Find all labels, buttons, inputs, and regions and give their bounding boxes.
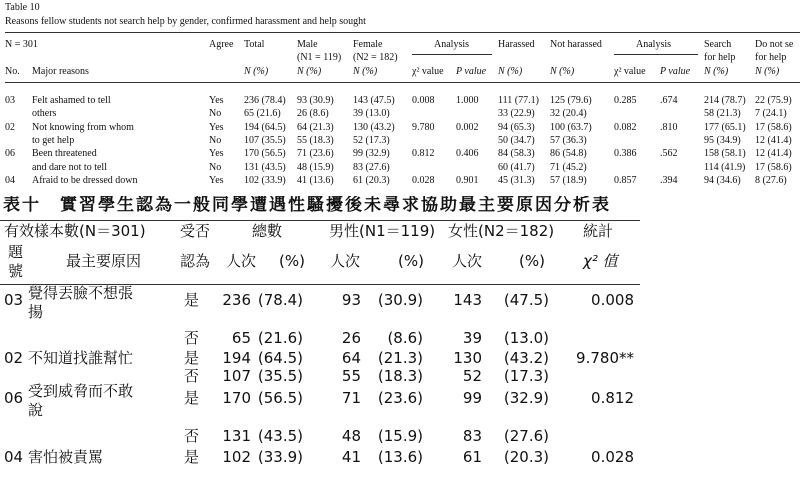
rule-header [5,82,800,83]
cell-nothar: 125 (79.6) [550,95,592,106]
zh-cell-mn: 48 [341,427,361,445]
zh-cell-fpct: (43.2) [503,349,549,367]
cell-har: 45 (31.3) [498,174,535,186]
zh-header-stat1: 統計 [583,222,614,240]
cell-dont: 22 (75.9) [755,95,792,106]
zh-cell-fpct: (47.5) [503,291,549,309]
header-female-n: (N2 = 182) [353,52,398,63]
zh-cell-chi: 0.028 [591,448,634,466]
cell-male: 26 (8.6) [297,108,329,120]
zh-cell-n: 236 [222,291,251,309]
zh-cell-pct: (43.5) [257,427,303,445]
cell-p: 0.002 [456,121,479,133]
header-female-npct: N (%) [353,66,378,77]
zh-header-female: 女性(N2＝182) [448,222,555,240]
cell-agree: Yes [209,121,224,133]
cell-har: 94 (65.3) [498,121,535,133]
zh-cell-fn: 130 [453,349,482,367]
cell-female: 83 (27.6) [353,161,390,173]
zh-cell-mpct: (13.6) [377,448,423,466]
zh-cell-chi: 9.780** [576,349,634,367]
zh-cell-agree: 是 [184,448,200,466]
zh-cell-mn: 41 [341,448,361,466]
cell-total: 65 (21.6) [244,108,281,120]
zh-cell-mn: 71 [341,389,361,407]
zh-cell-no: 06 [4,389,24,407]
zh-cell-reason: 受到威脅而不敢 [28,382,134,400]
cell-female: 99 (32.9) [353,148,390,160]
zh-header-pct-female: (%) [519,252,545,270]
zh-cell-n: 107 [222,367,251,385]
header-do-not: Do not se [755,39,794,50]
cell-male: 71 (23.6) [297,148,334,160]
zh-cell-chi: 0.812 [591,389,634,407]
cell-no: 03 [5,95,15,106]
zh-cell-pct: (56.5) [257,389,303,407]
table-caption: Reasons fellow students not search help by gender, confirmed harassment and help sought [5,16,366,27]
header-total: Total [244,39,265,50]
cell-agree: No [209,108,222,120]
zh-header-pct-male: (%) [398,252,424,270]
zh-cell-agree: 是 [184,389,200,407]
header-chi-2: χ² value [614,66,646,77]
zh-cell-mpct: (15.9) [377,427,423,445]
zh-cell-reason: 不知道找誰幫忙 [28,349,134,367]
header-n: N = 301 [5,39,38,50]
cell-reason: to get help [32,134,75,146]
zh-cell-fn: 61 [462,448,482,466]
zh-header-count-male: 人次 [330,252,361,270]
cell-har: 111 (77.1) [498,95,539,106]
cell-har: 33 (22.9) [498,108,535,120]
cell-agree: Yes [209,174,224,186]
cell-search: 177 (65.1) [704,121,746,133]
rule-top-zh [0,220,640,221]
zh-header-reason: 最主要原因 [66,252,142,270]
cell-reason: and dare not to tell [32,161,107,173]
cell-no: 02 [5,121,15,133]
zh-cell-n: 102 [222,448,251,466]
cell-reason: Not knowing from whom [32,121,134,133]
zh-cell-fn: 83 [462,427,482,445]
analysis-rule [412,54,492,55]
cell-search: 94 (34.6) [704,174,741,186]
header-no: No. [5,66,20,77]
cell-reason: others [32,108,57,120]
zh-cell-pct: (78.4) [257,291,303,309]
cell-total: 131 (43.5) [244,161,286,173]
header-not-harassed: Not harassed [550,39,602,50]
zh-header-agree1: 受否 [180,222,211,240]
cell-chi: 0.008 [412,95,435,106]
zh-cell-agree: 否 [184,329,200,347]
cell-p2: .562 [660,148,678,160]
header-major: Major reasons [32,66,89,77]
cell-reason: Been threatened [32,148,97,160]
zh-cell-fpct: (20.3) [503,448,549,466]
cell-male: 55 (18.3) [297,134,334,146]
cell-search: 114 (41.9) [704,161,746,173]
zh-cell-mpct: (23.6) [377,389,423,407]
header-agree: Agree [209,39,234,50]
header-analysis: Analysis [434,39,469,50]
cell-nothar: 57 (36.3) [550,134,587,146]
cell-female: 143 (47.5) [353,95,395,106]
zh-cell-pct: (35.5) [257,367,303,385]
header-male-n: (N1 = 119) [297,52,342,63]
zh-cell-n: 170 [222,389,251,407]
header-dont-npct: N (%) [755,66,780,77]
zh-cell-n: 65 [231,329,251,347]
cell-female: 130 (43.2) [353,121,395,133]
zh-cell-agree: 是 [184,291,200,309]
header-analysis-2: Analysis [636,39,671,50]
zh-cell-fpct: (27.6) [503,427,549,445]
analysis-rule-2 [614,54,698,55]
zh-cell-mpct: (21.3) [377,349,423,367]
zh-cell-fn: 143 [453,291,482,309]
zh-header-agree2: 認為 [180,252,211,270]
cell-p2: .810 [660,121,678,133]
zh-header-pct-total: (%) [279,252,305,270]
zh-cell-no: 04 [4,448,24,466]
english-table [0,0,800,196]
header-search-npct: N (%) [704,66,729,77]
header-nothar-npct: N (%) [550,66,575,77]
table-number: Table 10 [5,2,40,13]
cell-total: 107 (35.5) [244,134,286,146]
cell-male: 41 (13.6) [297,174,334,186]
cell-p2: .674 [660,95,678,106]
header-female: Female [353,39,383,50]
header-harassed: Harassed [498,39,535,50]
zh-header-stat2: χ² 值 [583,252,618,270]
cell-search: 58 (21.3) [704,108,741,120]
cell-agree: No [209,161,222,173]
zh-cell-mn: 55 [341,367,361,385]
cell-no: 06 [5,148,15,160]
header-chi: χ² value [412,66,444,77]
cell-nothar: 32 (20.4) [550,108,587,120]
header-p-2: P value [660,66,691,77]
header-for-help-2: for help [755,52,787,63]
zh-header-n: 有效樣本數(N＝301) [4,222,146,240]
zh-cell-fn: 39 [462,329,482,347]
header-male-npct: N (%) [297,66,322,77]
cell-p2: .394 [660,174,678,186]
zh-cell-mn: 64 [341,349,361,367]
cell-search: 95 (34.9) [704,134,741,146]
cell-total: 194 (64.5) [244,121,286,133]
cell-nothar: 57 (18.9) [550,174,587,186]
header-har-npct: N (%) [498,66,523,77]
cell-male: 48 (15.9) [297,161,334,173]
zh-cell-mn: 93 [341,291,361,309]
rule-top [5,32,800,33]
cell-har: 50 (34.7) [498,134,535,146]
zh-cell-reason: 害怕被責罵 [28,448,104,466]
cell-p: 0.406 [456,148,479,160]
zh-cell-pct: (21.6) [257,329,303,347]
cell-har: 84 (58.3) [498,148,535,160]
cell-female: 61 (20.3) [353,174,390,186]
cell-dont: 17 (58.6) [755,121,792,133]
cell-chi2: 0.285 [614,95,637,106]
zh-cell-fpct: (17.3) [503,367,549,385]
zh-cell-fn: 99 [462,389,482,407]
zh-cell-chi: 0.008 [591,291,634,309]
cell-dont: 12 (41.4) [755,148,792,160]
zh-cell-mpct: (8.6) [387,329,423,347]
cell-female: 39 (13.0) [353,108,390,120]
cell-chi2: 0.082 [614,121,637,133]
chinese-table [0,196,800,480]
zh-cell-no: 03 [4,291,24,309]
cell-dont: 12 (41.4) [755,134,792,146]
zh-cell-fpct: (13.0) [503,329,549,347]
zh-cell-n: 131 [222,427,251,445]
zh-cell-mn: 26 [341,329,361,347]
chinese-title: 表十 實習學生認為一般同學遭遇性騷擾後未尋求協助最主要原因分析表 [3,196,611,215]
zh-header-qno2: 號 [8,262,24,280]
zh-header-count-total: 人次 [226,252,257,270]
cell-chi: 9.780 [412,121,435,133]
zh-header-male: 男性(N1＝119) [329,222,436,240]
zh-cell-agree: 是 [184,349,200,367]
header-search: Search [704,39,732,50]
header-for-help: for help [704,52,736,63]
zh-header-qno1: 題 [8,243,24,261]
zh-cell-reason-cont: 說 [28,401,44,419]
cell-reason: Afraid to be dressed down [32,174,138,186]
zh-cell-n: 194 [222,349,251,367]
cell-p: 0.901 [456,174,479,186]
cell-female: 52 (17.3) [353,134,390,146]
cell-chi2: 0.386 [614,148,637,160]
zh-cell-pct: (64.5) [257,349,303,367]
zh-cell-no: 02 [4,349,24,367]
zh-cell-fpct: (32.9) [503,389,549,407]
zh-cell-pct: (33.9) [257,448,303,466]
cell-total: 102 (33.9) [244,174,286,186]
cell-p: 1.000 [456,95,479,106]
cell-dont: 17 (58.6) [755,161,792,173]
cell-total: 170 (56.5) [244,148,286,160]
zh-header-total: 總數 [252,222,283,240]
header-total-npct: N (%) [244,66,269,77]
cell-chi: 0.812 [412,148,435,160]
zh-cell-mpct: (30.9) [377,291,423,309]
cell-agree: No [209,134,222,146]
cell-total: 236 (78.4) [244,95,286,106]
header-p: P value [456,66,487,77]
zh-header-count-female: 人次 [452,252,483,270]
cell-search: 214 (78.7) [704,95,746,106]
zh-cell-fn: 52 [462,367,482,385]
cell-nothar: 86 (54.8) [550,148,587,160]
zh-cell-reason-cont: 揚 [28,303,44,321]
cell-har: 60 (41.7) [498,161,535,173]
cell-search: 158 (58.1) [704,148,746,160]
cell-nothar: 71 (45.2) [550,161,587,173]
cell-male: 64 (21.3) [297,121,334,133]
zh-cell-agree: 否 [184,427,200,445]
zh-cell-agree: 否 [184,367,200,385]
zh-cell-reason: 覺得丟臉不想張 [28,284,134,302]
cell-nothar: 100 (63.7) [550,121,592,133]
cell-male: 93 (30.9) [297,95,334,106]
zh-cell-mpct: (18.3) [377,367,423,385]
cell-reason: Felt ashamed to tell [32,95,111,106]
cell-chi2: 0.857 [614,174,637,186]
header-male: Male [297,39,318,50]
cell-no: 04 [5,174,15,186]
cell-agree: Yes [209,95,224,106]
cell-agree: Yes [209,148,224,160]
cell-dont: 8 (27.6) [755,174,787,186]
cell-dont: 7 (24.1) [755,108,787,120]
cell-chi: 0.028 [412,174,435,186]
